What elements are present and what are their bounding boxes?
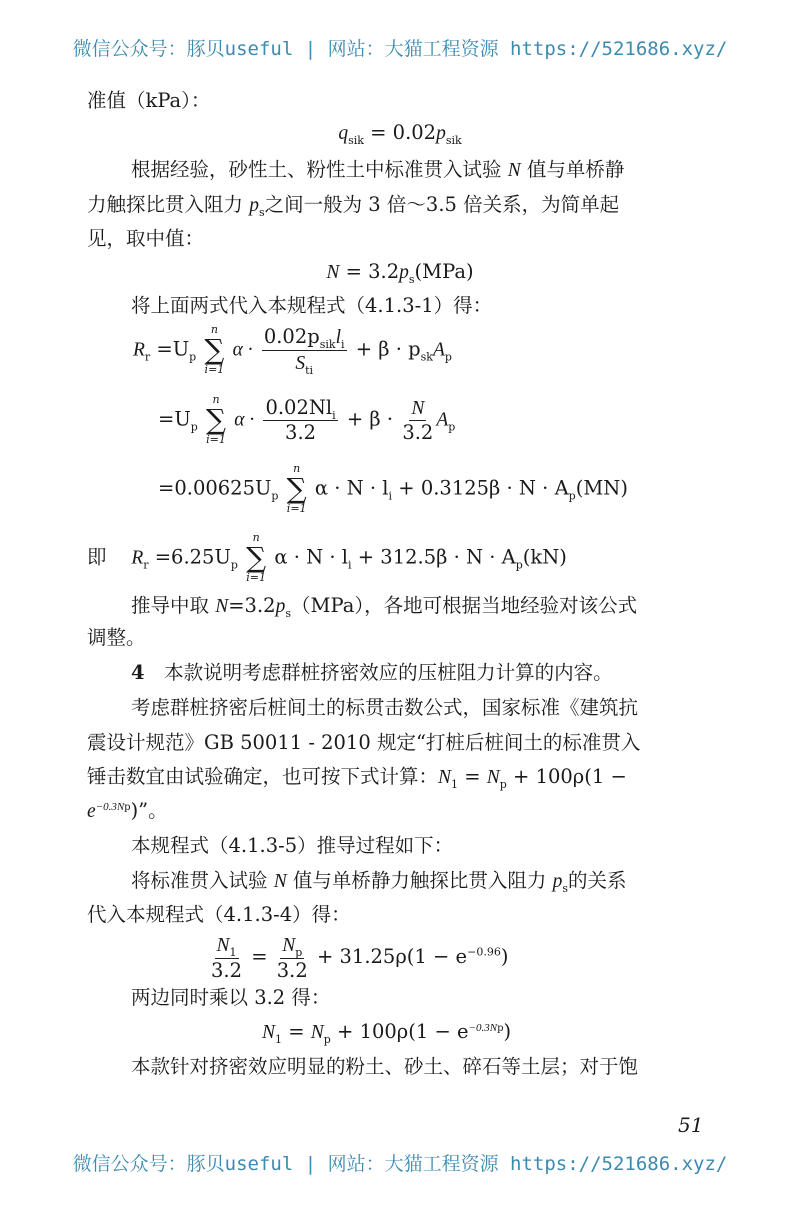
formula-Rr-1: $R_r =U_p$ n ∑ i=1 α · $\frac{0.02p_{sik}l_i}{S_{ti}}$ + $\beta \cdot p_{sk}A_p$	[133, 323, 452, 377]
formula-N: $N = 3.2p_s(MPa)$	[326, 260, 474, 286]
watermark-top: 微信公众号：豚贝useful | 网站：大猫工程资源 https://521686.xyz/	[72, 38, 728, 60]
text-line: 本款针对挤密效应明显的粉土、砂土、碎石等土层；对于饱	[131, 1055, 639, 1078]
formula-N1-over-3.2: $\frac{N_1}{3.2}$ = $\frac{N_p}{3.2}$ + $31.25\rho(1 - e^{-0.96})$	[211, 935, 509, 982]
text-line: 推导中取 $N=3.2p_s(MPa)$，各地可根据当地经验对该公式	[131, 594, 638, 620]
section-heading: 4 本款说明考虑群桩挤密效应的压桩阻力计算的内容。	[131, 661, 613, 684]
text-line: 考虑群桩挤密后桩间土的标贯击数公式，国家标准《建筑抗	[131, 696, 639, 719]
page-number: 51	[678, 1113, 704, 1137]
text-line: 根据经验，砂性土、粉性土中标准贯入试验 N 值与单桥静	[131, 158, 625, 181]
text-line: 代入本规程式（4.1.3-4）得：	[87, 903, 351, 926]
text-line: 震设计规范》GB 50011 - 2010 规定“打桩后桩间土的标准贯入	[87, 731, 641, 754]
text-line: 力触探比贯入阻力 $p_s$之间一般为 3 倍～3.5 倍关系，为简单起	[87, 193, 620, 219]
text-line: 两边同时乘以 3.2 得：	[131, 986, 331, 1009]
formula-qsik: $q_{sik} = 0.02p_{sik}$	[338, 121, 462, 147]
text-line: 将标准贯入试验 N 值与单桥静力触探比贯入阻力 $p_s$的关系	[131, 869, 627, 895]
text-line: $e^{-0.3Np}$)”。	[87, 799, 168, 822]
formula-N1: $N_1 = N_p + 100\rho(1 - e^{-0.3Np})$	[262, 1020, 512, 1046]
formula-Rr-2: $=U_p$ n ∑ i=1 α · $\frac{0.02Nl_i}{3.2}$ + β · $\frac{N}{3.2}$ $A_p$	[158, 393, 456, 447]
text-line: 见，取中值：	[87, 227, 205, 250]
formula-Rr-3: $=0.00625U_p$ n ∑ i=1 $\alpha \cdot N \cdot l_i + 0.3125\beta \cdot N \cdot A_p(MN)$	[158, 462, 628, 516]
text-line: 将上面两式代入本规程式（4.1.3-1）得：	[131, 294, 493, 317]
text-line: 锤击数宜由试验确定，也可按下式计算：$N_1 = N_p + 100\rho(1$ −	[87, 765, 627, 791]
text-line: 本规程式（4.1.3-5）推导过程如下：	[131, 834, 454, 857]
formula-Rr-kN: 即 $R_r =6.25U_p$ n ∑ i=1 $\alpha \cdot N \cdot l_i + 312.5\beta \cdot N \cdot A_p(kN)$	[87, 531, 567, 585]
text-line: 准值（kPa）：	[87, 89, 211, 112]
watermark-bottom: 微信公众号：豚贝useful | 网站：大猫工程资源 https://521686.xyz/	[72, 1153, 728, 1175]
text-line: 调整。	[87, 626, 146, 649]
